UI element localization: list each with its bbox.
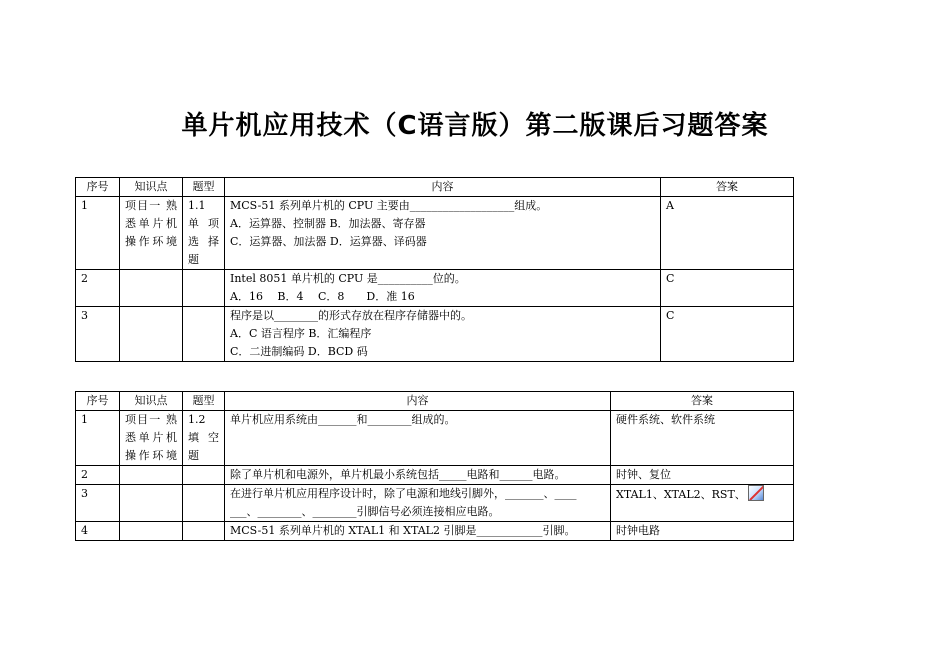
row-type xyxy=(183,466,225,485)
row-num: 1 xyxy=(76,411,120,466)
row-knowledge: 项目一 熟悉单片机操作环境 xyxy=(120,197,183,270)
table-row xyxy=(76,522,794,541)
row-answer: 时钟、复位 xyxy=(611,466,794,485)
table-row xyxy=(76,485,794,522)
row-type xyxy=(183,485,225,522)
header-content: 内容 xyxy=(225,178,661,197)
header-num: 序号 xyxy=(76,392,120,411)
content-line: C．运算器、加法器 D．运算器、译码器 xyxy=(230,235,427,248)
content-line: 单片机应用系统由_______和________组成的。 xyxy=(230,413,456,426)
header-content: 内容 xyxy=(225,392,611,411)
header-type: 题型 xyxy=(183,392,225,411)
row-knowledge xyxy=(120,522,183,541)
content-line: A．运算器、控制器 B．加法器、寄存器 xyxy=(230,217,426,230)
row-num: 3 xyxy=(76,307,120,362)
row-type xyxy=(183,522,225,541)
quiz-table-fill-blank xyxy=(75,391,794,541)
table-row xyxy=(76,411,794,466)
row-answer: C xyxy=(661,307,794,362)
answer-text: XTAL1、XTAL2、RST、 xyxy=(616,488,746,501)
content-line: A．C 语言程序 B．汇编程序 xyxy=(230,327,372,340)
content-line: Intel 8051 单片机的 CPU 是__________位的。 xyxy=(230,272,466,285)
table-header-row xyxy=(76,392,794,411)
content-line: 程序是以________的形式存放在程序存储器中的。 xyxy=(230,309,472,322)
row-num: 1 xyxy=(76,197,120,270)
row-answer xyxy=(611,485,794,522)
page-title: 单片机应用技术（C语言版）第二版课后习题答案 xyxy=(181,111,769,141)
row-content xyxy=(225,522,611,541)
header-num: 序号 xyxy=(76,178,120,197)
header-knowledge: 知识点 xyxy=(120,178,183,197)
content-line: MCS-51 系列单片机的 XTAL1 和 XTAL2 引脚是____________引脚。 xyxy=(230,524,576,537)
embedded-image-icon xyxy=(748,485,764,501)
content-line: C．二进制编码 D．BCD 码 xyxy=(230,345,368,358)
row-type: 1.1 单项选择题 xyxy=(183,197,225,270)
row-knowledge: 项目一 熟悉单片机操作环境 xyxy=(120,411,183,466)
row-num: 2 xyxy=(76,270,120,307)
table-row xyxy=(76,197,794,270)
table-header-row xyxy=(76,178,794,197)
content-line: MCS-51 系列单片机的 CPU 主要由___________________组成。 xyxy=(230,199,548,212)
header-type: 题型 xyxy=(183,178,225,197)
content-line: A．16 B．4 C．8 D．准 16 xyxy=(230,290,415,303)
content-line: 在进行单片机应用程序设计时，除了电源和地线引脚外，_______、____ xyxy=(230,487,577,500)
row-num: 3 xyxy=(76,485,120,522)
content-line: 除了单片机和电源外，单片机最小系统包括_____电路和______电路。 xyxy=(230,468,566,481)
quiz-table-single-choice xyxy=(75,177,794,362)
row-knowledge xyxy=(120,466,183,485)
row-knowledge xyxy=(120,485,183,522)
row-answer: A xyxy=(661,197,794,270)
row-content xyxy=(225,466,611,485)
row-content xyxy=(225,485,611,522)
row-type xyxy=(183,270,225,307)
table-row xyxy=(76,307,794,362)
row-answer: C xyxy=(661,270,794,307)
content-line: ___、________、________引脚信号必须连接相应电路。 xyxy=(230,505,500,518)
table-row xyxy=(76,270,794,307)
row-knowledge xyxy=(120,270,183,307)
row-content xyxy=(225,270,661,307)
row-num: 2 xyxy=(76,466,120,485)
header-knowledge: 知识点 xyxy=(120,392,183,411)
row-knowledge xyxy=(120,307,183,362)
header-answer: 答案 xyxy=(611,392,794,411)
row-content xyxy=(225,307,661,362)
header-answer: 答案 xyxy=(661,178,794,197)
row-content xyxy=(225,197,661,270)
row-content xyxy=(225,411,611,466)
row-type xyxy=(183,307,225,362)
row-answer: 硬件系统、软件系统 xyxy=(611,411,794,466)
row-type: 1.2 填空题 xyxy=(183,411,225,466)
row-answer: 时钟电路 xyxy=(611,522,794,541)
row-num: 4 xyxy=(76,522,120,541)
table-row xyxy=(76,466,794,485)
